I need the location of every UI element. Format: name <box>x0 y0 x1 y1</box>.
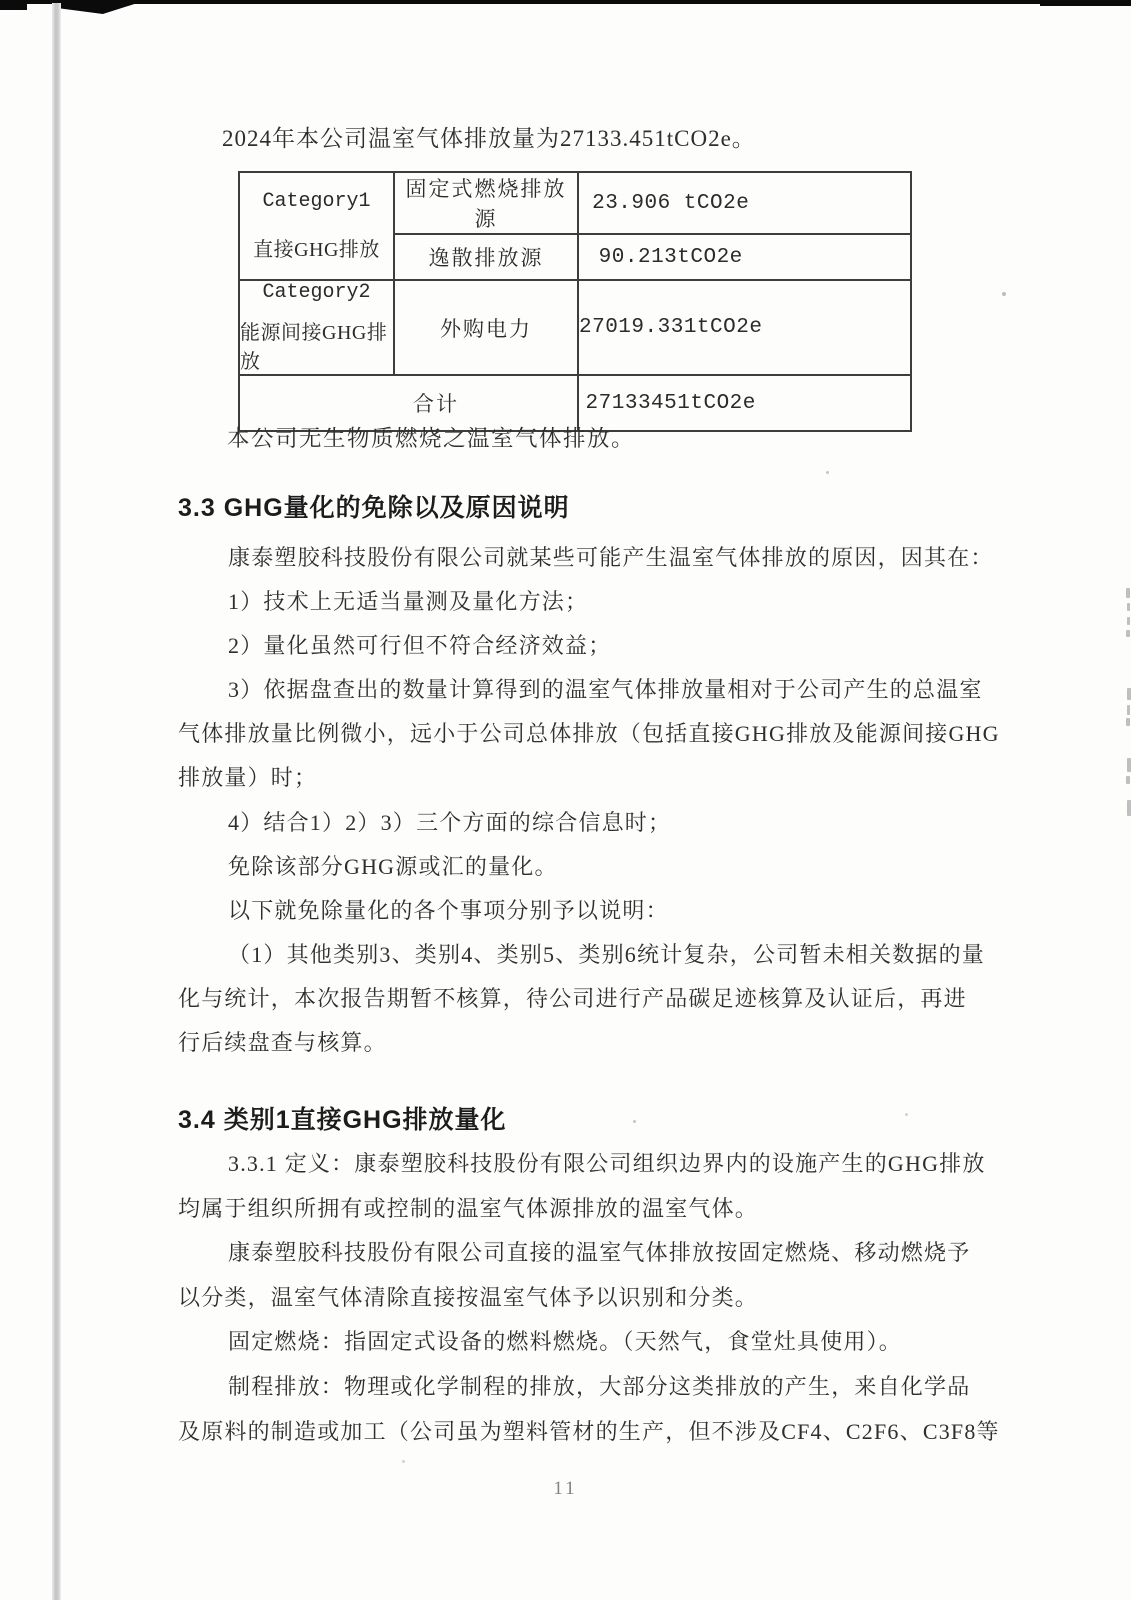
ink-bleed-mark <box>1127 617 1130 625</box>
top-scan-wedge <box>55 0 147 14</box>
category2-label: Category2 <box>262 281 371 304</box>
binding-shadow-line <box>52 3 61 1600</box>
ink-bleed-mark <box>1127 705 1130 715</box>
page-number: 11 <box>553 1478 578 1499</box>
ghg-emissions-table <box>238 171 912 432</box>
paragraph-line: 制程排放：物理或化学制程的排放，大部分这类排放的产生，来自化学品 <box>228 1373 971 1399</box>
fugitive-source-cell: 逸散排放源 <box>394 234 578 280</box>
category1-cell <box>239 172 394 280</box>
ink-bleed-mark <box>1127 758 1131 772</box>
section-3-3-heading: 3.3 GHG量化的免除以及原因说明 <box>178 494 570 522</box>
paragraph-line: 2）量化虽然可行但不符合经济效益； <box>228 633 612 659</box>
ink-bleed-mark <box>1127 800 1131 816</box>
category2-cell <box>239 280 394 375</box>
fugitive-value-cell: 90.213tCO2e <box>578 234 911 280</box>
paragraph-line: 化与统计，本次报告期暂不核算，待公司进行产品碳足迹核算及认证后，再进 <box>178 985 967 1011</box>
paragraph-line: 气体排放量比例微小，远小于公司总体排放（包括直接GHG排放及能源间接GHG <box>178 721 1000 747</box>
paragraph-line: 固定燃烧：指固定式设备的燃料燃烧。（天然气，食堂灶具使用）。 <box>228 1329 903 1355</box>
paragraph-line: 排放量）时； <box>178 765 318 791</box>
category1-label: Category1 <box>262 190 371 213</box>
paragraph-line: 行后续盘查与核算。 <box>178 1030 387 1056</box>
section-3-4-heading: 3.4 类别1直接GHG排放量化 <box>178 1106 507 1134</box>
paragraph-line: 3.3.1 定义：康泰塑胶科技股份有限公司组织边界内的设施产生的GHG排放 <box>228 1151 986 1176</box>
paragraph-line: 以分类，温室气体清除直接按温室气体予以识别和分类。 <box>178 1284 759 1310</box>
stationary-combustion-value-cell: 23.906 tCO2e <box>578 172 911 234</box>
paragraph-line: 以下就免除量化的各个事项分别予以说明： <box>228 897 669 923</box>
section-3-4-body <box>178 1142 1000 1454</box>
scan-speck <box>1002 292 1006 296</box>
table-row <box>239 172 911 234</box>
category1-sublabel: 直接GHG排放 <box>253 239 380 261</box>
ink-bleed-mark <box>1126 630 1130 637</box>
ink-bleed-mark <box>1127 688 1131 700</box>
paragraph-line: 及原料的制造或加工（公司虽为塑料管材的生产，但不涉及CF4、C2F6、C3F8等 <box>178 1418 1000 1444</box>
scan-speck <box>905 1113 908 1116</box>
paragraph-line: 均属于组织所拥有或控制的温室气体源排放的温室气体。 <box>178 1195 759 1221</box>
paragraph-line: 康泰塑胶科技股份有限公司直接的温室气体排放按固定燃烧、移动燃烧予 <box>228 1240 971 1266</box>
top-left-scan-blob <box>0 0 27 10</box>
biomass-note: 本公司无生物质燃烧之温室气体排放。 <box>227 426 636 451</box>
scan-speck <box>402 1460 405 1463</box>
intro-sentence: 2024年本公司温室气体排放量为27133.451tCO2e。 <box>222 126 756 151</box>
section-3-3-body <box>178 536 1000 1065</box>
paragraph-line: 免除该部分GHG源或汇的量化。 <box>228 853 558 879</box>
paragraph-line: 4）结合1）2）3）三个方面的综合信息时； <box>228 809 672 835</box>
ink-bleed-mark <box>1126 776 1130 784</box>
top-edge-scan-artifact <box>0 0 1131 4</box>
paragraph-line: 康泰塑胶科技股份有限公司就某些可能产生温室气体排放的原因，因其在： <box>228 545 994 570</box>
total-label-cell: 合计 <box>239 375 578 431</box>
ink-bleed-mark <box>1126 588 1130 598</box>
ink-bleed-mark <box>1127 603 1130 611</box>
scan-speck <box>826 471 829 474</box>
scan-speck <box>633 1120 636 1123</box>
purchased-electricity-value-cell: 27019.331tCO2e <box>578 280 911 375</box>
total-value-cell: 27133451tCO2e <box>578 375 911 431</box>
paragraph-line: 1）技术上无适当量测及量化方法； <box>228 589 589 615</box>
purchased-electricity-source-cell: 外购电力 <box>394 280 578 375</box>
paragraph-line: （1）其他类别3、类别4、类别5、类别6统计复杂，公司暂未相关数据的量 <box>228 941 986 967</box>
top-edge-scan-artifact-right <box>1040 0 1131 6</box>
ink-bleed-mark <box>1126 718 1130 726</box>
category2-sublabel: 能源间接GHG排放 <box>240 322 388 373</box>
paragraph-line: 3）依据盘查出的数量计算得到的温室气体排放量相对于公司产生的总温室 <box>228 677 983 703</box>
stationary-combustion-source-cell: 固定式燃烧排放源 <box>394 172 578 234</box>
table-row <box>239 280 911 375</box>
